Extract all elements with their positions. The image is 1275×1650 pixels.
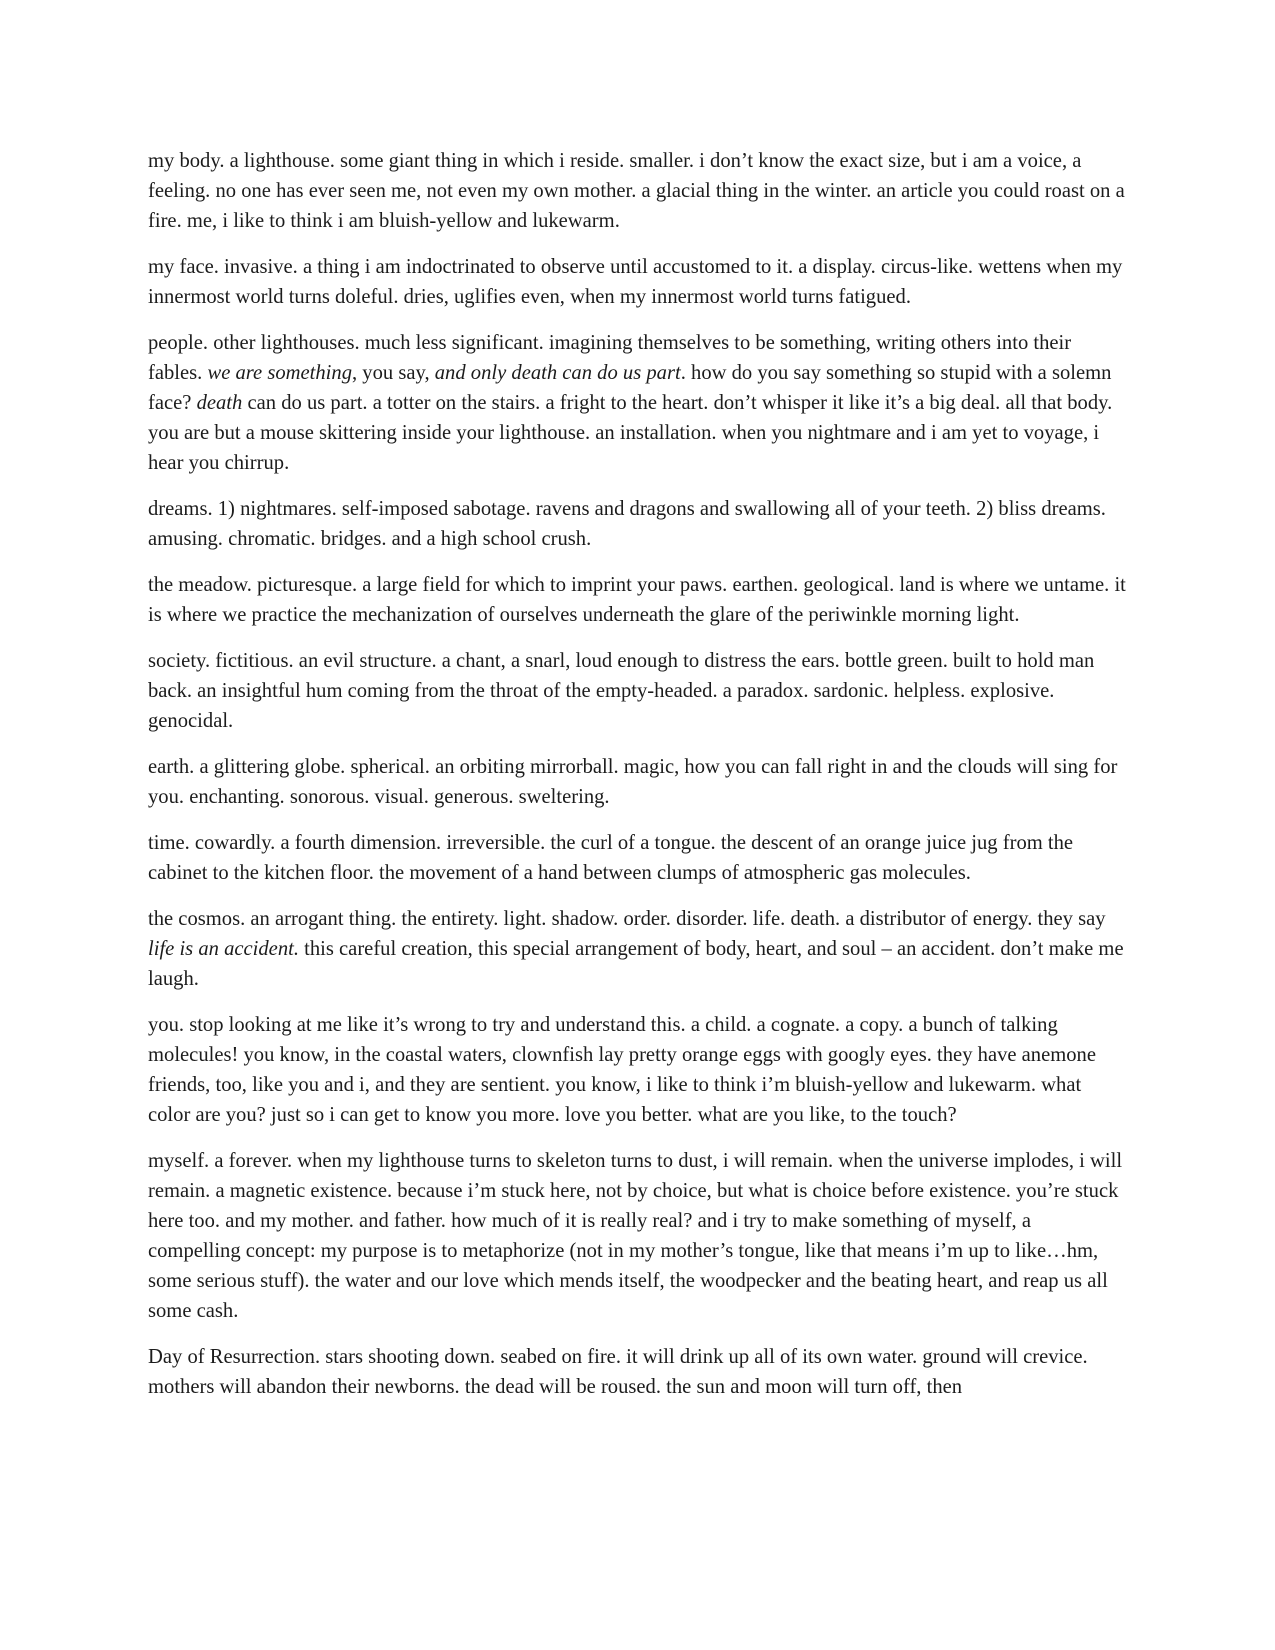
paragraph-society — [148, 646, 1128, 736]
text-segment: . how do you say something so stupid with a solemn face? — [148, 362, 1112, 414]
paragraph-cosmos — [148, 904, 1128, 994]
paragraph-earth — [148, 752, 1128, 812]
text-segment: my face. invasive. a thing i am indoctrinated to observe until accustomed to it. a display. circus-like. wettens when my innermost world turns doleful. dries, uglifies even, when my innermost world turns fatigued. — [148, 256, 1123, 308]
text-segment: Day of Resurrection. stars shooting down. seabed on fire. it will drink up all of its own water. ground will crevice. mothers will abandon their newborns. the dead will be roused. the sun and moon will turn off, then — [148, 1346, 1088, 1398]
paragraph-you — [148, 1010, 1128, 1130]
paragraph-body — [148, 146, 1128, 236]
text-segment: dreams. 1) nightmares. self-imposed sabotage. ravens and dragons and swallowing all of your teeth. 2) bliss dreams. amusing. chromatic. bridges. and a high school crush. — [148, 498, 1106, 550]
text-segment: myself. a forever. when my lighthouse turns to skeleton turns to dust, i will remain. when the universe implodes, i will remain. a magnetic existence. because i’m stuck here, not by choice, but what is choice before existence. you’re stuck here too. and my mother. and father. how much of it is really real? and i try to make something of myself, a compelling concept: my purpose is to metaphorize (not in my mother’s tongue, like that means i’m up to like…hm, some serious stuff). the water and our love which mends itself, the woodpecker and the beating heart, and reap us all some cash. — [148, 1150, 1123, 1322]
paragraph-meadow — [148, 570, 1128, 630]
text-segment: people. other lighthouses. much less significant. imagining themselves to be something, writing others into their fables. — [148, 332, 1072, 384]
paragraph-resurrection — [148, 1342, 1128, 1402]
text-segment: time. cowardly. a fourth dimension. irreversible. the curl of a tongue. the descent of an orange juice jug from the cabinet to the kitchen floor. the movement of a hand between clumps of atmospheric gas molecules. — [148, 832, 1074, 884]
italic-phrase: life is an accident. — [148, 938, 299, 960]
document-page — [148, 146, 1128, 1418]
text-segment: you. stop looking at me like it’s wrong to try and understand this. a child. a cognate. a copy. a bunch of talking molecules! you know, in the coastal waters, clownfish lay pretty orange eggs with googly eyes. they have anemone friends, too, like you and i, and they are sentient. you know, i like to think i’m bluish-yellow and lukewarm. what color are you? just so i can get to know you more. love you better. what are you like, to the touch? — [148, 1014, 1096, 1126]
paragraph-myself — [148, 1146, 1128, 1326]
text-segment: , you say, — [352, 362, 435, 384]
paragraph-time — [148, 828, 1128, 888]
paragraph-dreams — [148, 494, 1128, 554]
text-segment: the cosmos. an arrogant thing. the entirety. light. shadow. order. disorder. life. death. a distributor of energy. they say — [148, 908, 1106, 930]
text-segment: this careful creation, this special arrangement of body, heart, and soul – an accident. don’t make me laugh. — [148, 938, 1124, 990]
text-segment: can do us part. a totter on the stairs. a fright to the heart. don’t whisper it like it’s a big deal. all that body. you are but a mouse skittering inside your lighthouse. an installation. when you nightmare and i am yet to voyage, i hear you chirrup. — [148, 392, 1113, 474]
paragraph-people — [148, 328, 1128, 478]
text-segment: society. fictitious. an evil structure. a chant, a snarl, loud enough to distress the ears. bottle green. built to hold man back. an insightful hum coming from the throat of the empty-headed. a paradox. sardonic. helpless. explosive. genocidal. — [148, 650, 1095, 732]
text-segment: the meadow. picturesque. a large field for which to imprint your paws. earthen. geological. land is where we untame. it is where we practice the mechanization of ourselves underneath the glare of the periwinkle morning light. — [148, 574, 1126, 626]
text-segment: my body. a lighthouse. some giant thing in which i reside. smaller. i don’t know the exact size, but i am a voice, a feeling. no one has ever seen me, not even my own mother. a glacial thing in the winter. an article you could roast on a fire. me, i like to think i am bluish-yellow and lukewarm. — [148, 150, 1125, 232]
italic-phrase: death — [196, 392, 243, 414]
italic-phrase: and only death can do us part — [434, 362, 681, 384]
paragraph-face — [148, 252, 1128, 312]
text-segment: earth. a glittering globe. spherical. an orbiting mirrorball. magic, how you can fall right in and the clouds will sing for you. enchanting. sonorous. visual. generous. sweltering. — [148, 756, 1118, 808]
italic-phrase: we are something — [207, 362, 352, 384]
